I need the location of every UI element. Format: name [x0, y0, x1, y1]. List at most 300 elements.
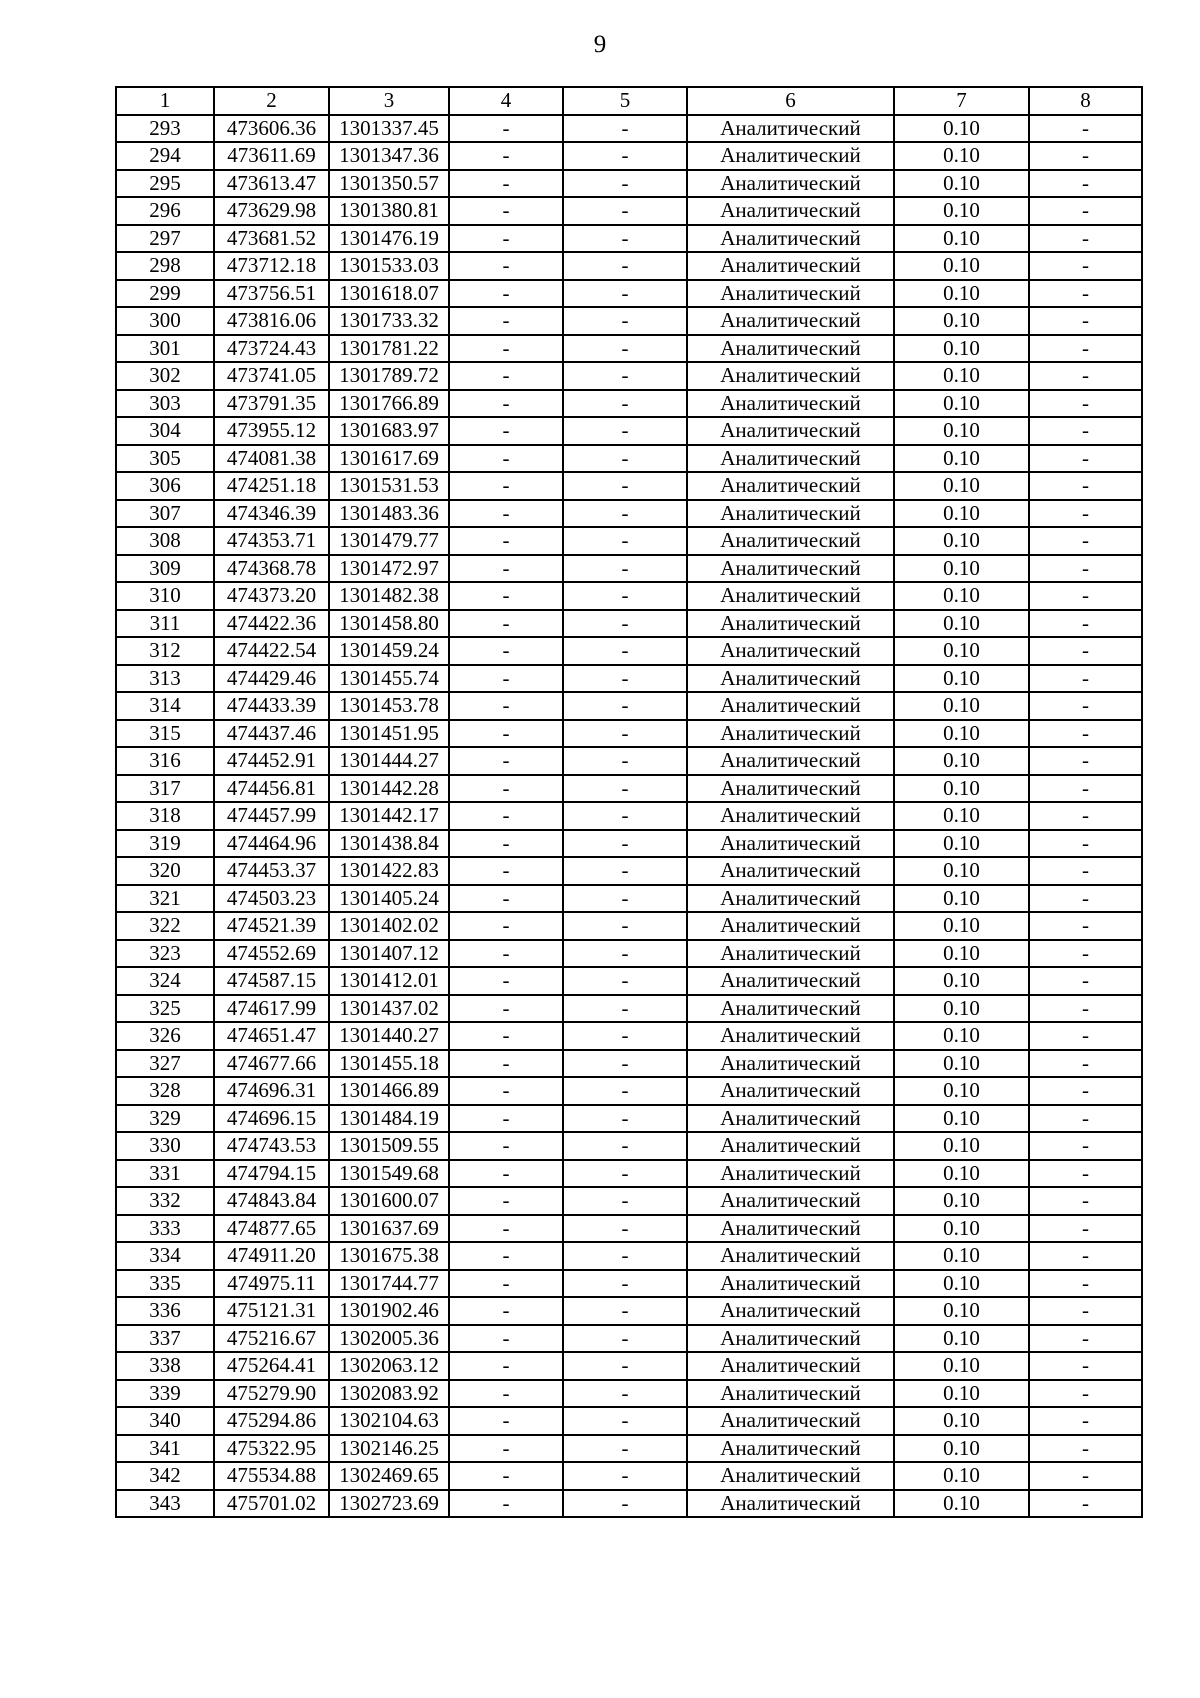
coordinate-y-cell: 1301482.38: [329, 582, 449, 610]
coordinate-x-cell: 473816.06: [214, 307, 329, 335]
column-5-cell: -: [563, 1297, 687, 1325]
column-4-cell: -: [449, 335, 563, 363]
table-row: [116, 472, 1142, 500]
page-number: 9: [593, 31, 607, 58]
column-4-cell: -: [449, 720, 563, 748]
accuracy-cell: 0.10: [894, 830, 1029, 858]
column-4-cell: -: [449, 995, 563, 1023]
column-8-cell: -: [1029, 500, 1142, 528]
coordinate-y-cell: 1301407.12: [329, 940, 449, 968]
table-row: [116, 857, 1142, 885]
coordinate-y-cell: 1301618.07: [329, 280, 449, 308]
coordinate-x-cell: 474353.71: [214, 527, 329, 555]
column-4-cell: -: [449, 885, 563, 913]
accuracy-cell: 0.10: [894, 582, 1029, 610]
column-5-cell: -: [563, 1022, 687, 1050]
coordinate-y-cell: 1301617.69: [329, 445, 449, 473]
table-row: [116, 1490, 1142, 1518]
accuracy-cell: 0.10: [894, 885, 1029, 913]
table-row: [116, 170, 1142, 198]
point-number-cell: 313: [116, 665, 214, 693]
method-cell: Аналитический: [687, 1352, 894, 1380]
point-number-cell: 341: [116, 1435, 214, 1463]
accuracy-cell: 0.10: [894, 1022, 1029, 1050]
coordinate-y-cell: 1301466.89: [329, 1077, 449, 1105]
column-8-cell: -: [1029, 417, 1142, 445]
column-8-cell: -: [1029, 335, 1142, 363]
column-5-cell: -: [563, 1352, 687, 1380]
column-4-cell: -: [449, 1352, 563, 1380]
column-5-cell: -: [563, 1435, 687, 1463]
column-4-cell: -: [449, 252, 563, 280]
table-row: [116, 252, 1142, 280]
column-4-cell: -: [449, 1242, 563, 1270]
column-8-cell: -: [1029, 1435, 1142, 1463]
point-number-cell: 328: [116, 1077, 214, 1105]
method-cell: Аналитический: [687, 472, 894, 500]
point-number-cell: 320: [116, 857, 214, 885]
column-5-cell: -: [563, 390, 687, 418]
accuracy-cell: 0.10: [894, 1297, 1029, 1325]
method-cell: Аналитический: [687, 362, 894, 390]
table-row: [116, 830, 1142, 858]
coordinate-y-cell: 1301484.19: [329, 1105, 449, 1133]
table-row: [116, 582, 1142, 610]
column-8-cell: -: [1029, 940, 1142, 968]
column-5-cell: -: [563, 335, 687, 363]
accuracy-cell: 0.10: [894, 252, 1029, 280]
accuracy-cell: 0.10: [894, 170, 1029, 198]
column-5-cell: -: [563, 170, 687, 198]
header-cell-8: 8: [1029, 87, 1142, 115]
column-5-cell: -: [563, 527, 687, 555]
table-row: [116, 1077, 1142, 1105]
point-number-cell: 342: [116, 1462, 214, 1490]
accuracy-cell: 0.10: [894, 1352, 1029, 1380]
column-8-cell: -: [1029, 1462, 1142, 1490]
column-4-cell: -: [449, 1407, 563, 1435]
column-5-cell: -: [563, 802, 687, 830]
accuracy-cell: 0.10: [894, 720, 1029, 748]
accuracy-cell: 0.10: [894, 1325, 1029, 1353]
column-5-cell: -: [563, 1325, 687, 1353]
point-number-cell: 316: [116, 747, 214, 775]
method-cell: Аналитический: [687, 1435, 894, 1463]
header-cell-4: 4: [449, 87, 563, 115]
coordinate-y-cell: 1301455.74: [329, 665, 449, 693]
header-cell-7: 7: [894, 87, 1029, 115]
column-8-cell: -: [1029, 252, 1142, 280]
header-cell-1: 1: [116, 87, 214, 115]
column-5-cell: -: [563, 1215, 687, 1243]
table-row: [116, 692, 1142, 720]
coordinate-y-cell: 1301531.53: [329, 472, 449, 500]
coordinate-x-cell: 474457.99: [214, 802, 329, 830]
column-4-cell: -: [449, 665, 563, 693]
method-cell: Аналитический: [687, 1407, 894, 1435]
column-5-cell: -: [563, 747, 687, 775]
method-cell: Аналитический: [687, 142, 894, 170]
column-8-cell: -: [1029, 555, 1142, 583]
table-body: [116, 87, 1142, 1517]
point-number-cell: 317: [116, 775, 214, 803]
table-row: [116, 885, 1142, 913]
coordinate-y-cell: 1301472.97: [329, 555, 449, 583]
method-cell: Аналитический: [687, 1187, 894, 1215]
coordinate-y-cell: 1301459.24: [329, 637, 449, 665]
method-cell: Аналитический: [687, 857, 894, 885]
point-number-cell: 325: [116, 995, 214, 1023]
method-cell: Аналитический: [687, 445, 894, 473]
table-row: [116, 637, 1142, 665]
column-8-cell: -: [1029, 1297, 1142, 1325]
coordinate-x-cell: 473756.51: [214, 280, 329, 308]
column-4-cell: -: [449, 1325, 563, 1353]
method-cell: Аналитический: [687, 610, 894, 638]
accuracy-cell: 0.10: [894, 775, 1029, 803]
table-row: [116, 1352, 1142, 1380]
coordinate-x-cell: 475701.02: [214, 1490, 329, 1518]
coordinate-x-cell: 474437.46: [214, 720, 329, 748]
coordinate-x-cell: 474521.39: [214, 912, 329, 940]
coordinate-y-cell: 1301347.36: [329, 142, 449, 170]
accuracy-cell: 0.10: [894, 472, 1029, 500]
coordinate-x-cell: 475121.31: [214, 1297, 329, 1325]
coordinate-y-cell: 1301766.89: [329, 390, 449, 418]
column-4-cell: -: [449, 1132, 563, 1160]
table-row: [116, 1242, 1142, 1270]
column-5-cell: -: [563, 1160, 687, 1188]
column-8-cell: -: [1029, 1407, 1142, 1435]
column-8-cell: -: [1029, 637, 1142, 665]
method-cell: Аналитический: [687, 1132, 894, 1160]
column-8-cell: -: [1029, 445, 1142, 473]
point-number-cell: 293: [116, 115, 214, 143]
column-8-cell: -: [1029, 912, 1142, 940]
column-5-cell: -: [563, 280, 687, 308]
method-cell: Аналитический: [687, 280, 894, 308]
table-row: [116, 1380, 1142, 1408]
table-row: [116, 1105, 1142, 1133]
column-8-cell: -: [1029, 225, 1142, 253]
column-8-cell: -: [1029, 1050, 1142, 1078]
method-cell: Аналитический: [687, 252, 894, 280]
column-4-cell: -: [449, 1297, 563, 1325]
coordinate-x-cell: 474503.23: [214, 885, 329, 913]
point-number-cell: 306: [116, 472, 214, 500]
coordinate-y-cell: 1301533.03: [329, 252, 449, 280]
column-4-cell: -: [449, 940, 563, 968]
point-number-cell: 308: [116, 527, 214, 555]
accuracy-cell: 0.10: [894, 197, 1029, 225]
column-8-cell: -: [1029, 280, 1142, 308]
point-number-cell: 335: [116, 1270, 214, 1298]
column-4-cell: -: [449, 115, 563, 143]
coordinate-y-cell: 1301479.77: [329, 527, 449, 555]
method-cell: Аналитический: [687, 1380, 894, 1408]
column-8-cell: -: [1029, 1160, 1142, 1188]
method-cell: Аналитический: [687, 1462, 894, 1490]
column-4-cell: -: [449, 142, 563, 170]
column-4-cell: -: [449, 1215, 563, 1243]
column-4-cell: -: [449, 610, 563, 638]
method-cell: Аналитический: [687, 582, 894, 610]
coordinate-x-cell: 474452.91: [214, 747, 329, 775]
method-cell: Аналитический: [687, 1215, 894, 1243]
point-number-cell: 329: [116, 1105, 214, 1133]
coordinate-y-cell: 1301438.84: [329, 830, 449, 858]
coordinate-y-cell: 1301683.97: [329, 417, 449, 445]
point-number-cell: 297: [116, 225, 214, 253]
accuracy-cell: 0.10: [894, 417, 1029, 445]
column-5-cell: -: [563, 665, 687, 693]
coordinate-x-cell: 473629.98: [214, 197, 329, 225]
column-8-cell: -: [1029, 665, 1142, 693]
column-5-cell: -: [563, 940, 687, 968]
coordinate-y-cell: 1301509.55: [329, 1132, 449, 1160]
column-5-cell: -: [563, 362, 687, 390]
method-cell: Аналитический: [687, 1105, 894, 1133]
table-row: [116, 307, 1142, 335]
accuracy-cell: 0.10: [894, 280, 1029, 308]
coordinate-x-cell: 474794.15: [214, 1160, 329, 1188]
coordinate-y-cell: 1301442.17: [329, 802, 449, 830]
method-cell: Аналитический: [687, 802, 894, 830]
table-row: [116, 1050, 1142, 1078]
column-5-cell: -: [563, 582, 687, 610]
column-4-cell: -: [449, 472, 563, 500]
table-row: [116, 610, 1142, 638]
accuracy-cell: 0.10: [894, 390, 1029, 418]
column-4-cell: -: [449, 1380, 563, 1408]
coordinate-x-cell: 474743.53: [214, 1132, 329, 1160]
point-number-cell: 334: [116, 1242, 214, 1270]
method-cell: Аналитический: [687, 995, 894, 1023]
coordinate-x-cell: 475322.95: [214, 1435, 329, 1463]
column-8-cell: -: [1029, 1242, 1142, 1270]
header-cell-2: 2: [214, 87, 329, 115]
accuracy-cell: 0.10: [894, 995, 1029, 1023]
column-5-cell: -: [563, 1187, 687, 1215]
table-row: [116, 940, 1142, 968]
column-4-cell: -: [449, 692, 563, 720]
column-4-cell: -: [449, 527, 563, 555]
table-row: [116, 142, 1142, 170]
method-cell: Аналитический: [687, 555, 894, 583]
table-row: [116, 445, 1142, 473]
column-4-cell: -: [449, 830, 563, 858]
coordinate-x-cell: 473791.35: [214, 390, 329, 418]
coordinate-y-cell: 1301637.69: [329, 1215, 449, 1243]
header-cell-3: 3: [329, 87, 449, 115]
accuracy-cell: 0.10: [894, 747, 1029, 775]
method-cell: Аналитический: [687, 912, 894, 940]
column-4-cell: -: [449, 280, 563, 308]
table-row: [116, 1407, 1142, 1435]
column-4-cell: -: [449, 802, 563, 830]
coordinate-y-cell: 1301744.77: [329, 1270, 449, 1298]
accuracy-cell: 0.10: [894, 1407, 1029, 1435]
column-4-cell: -: [449, 775, 563, 803]
accuracy-cell: 0.10: [894, 527, 1029, 555]
accuracy-cell: 0.10: [894, 692, 1029, 720]
column-4-cell: -: [449, 1050, 563, 1078]
coordinate-y-cell: 1302063.12: [329, 1352, 449, 1380]
column-8-cell: -: [1029, 720, 1142, 748]
method-cell: Аналитический: [687, 1270, 894, 1298]
coordinate-y-cell: 1302146.25: [329, 1435, 449, 1463]
column-5-cell: -: [563, 692, 687, 720]
column-8-cell: -: [1029, 747, 1142, 775]
coordinate-y-cell: 1301789.72: [329, 362, 449, 390]
table-row: [116, 912, 1142, 940]
coordinate-y-cell: 1301437.02: [329, 995, 449, 1023]
point-number-cell: 340: [116, 1407, 214, 1435]
column-5-cell: -: [563, 417, 687, 445]
column-5-cell: -: [563, 1270, 687, 1298]
table-row: [116, 775, 1142, 803]
coordinate-y-cell: 1301451.95: [329, 720, 449, 748]
column-8-cell: -: [1029, 1380, 1142, 1408]
point-number-cell: 295: [116, 170, 214, 198]
column-4-cell: -: [449, 967, 563, 995]
coordinate-x-cell: 474696.31: [214, 1077, 329, 1105]
table-row: [116, 1187, 1142, 1215]
point-number-cell: 339: [116, 1380, 214, 1408]
table-row: [116, 335, 1142, 363]
coordinates-table: [115, 86, 1143, 1518]
header-cell-6: 6: [687, 87, 894, 115]
method-cell: Аналитический: [687, 390, 894, 418]
point-number-cell: 336: [116, 1297, 214, 1325]
coordinate-x-cell: 474651.47: [214, 1022, 329, 1050]
column-8-cell: -: [1029, 1187, 1142, 1215]
accuracy-cell: 0.10: [894, 1242, 1029, 1270]
column-4-cell: -: [449, 1077, 563, 1105]
column-8-cell: -: [1029, 885, 1142, 913]
column-4-cell: -: [449, 555, 563, 583]
table-row: [116, 1215, 1142, 1243]
column-8-cell: -: [1029, 857, 1142, 885]
table-row: [116, 280, 1142, 308]
coordinate-x-cell: 474696.15: [214, 1105, 329, 1133]
table-row: [116, 1325, 1142, 1353]
table-row: [116, 1297, 1142, 1325]
column-5-cell: -: [563, 1407, 687, 1435]
column-4-cell: -: [449, 170, 563, 198]
column-5-cell: -: [563, 500, 687, 528]
point-number-cell: 323: [116, 940, 214, 968]
accuracy-cell: 0.10: [894, 637, 1029, 665]
accuracy-cell: 0.10: [894, 1077, 1029, 1105]
column-5-cell: -: [563, 637, 687, 665]
method-cell: Аналитический: [687, 775, 894, 803]
method-cell: Аналитический: [687, 967, 894, 995]
accuracy-cell: 0.10: [894, 335, 1029, 363]
coordinate-x-cell: 474552.69: [214, 940, 329, 968]
coordinate-x-cell: 474368.78: [214, 555, 329, 583]
coordinate-x-cell: 474617.99: [214, 995, 329, 1023]
method-cell: Аналитический: [687, 1297, 894, 1325]
column-5-cell: -: [563, 307, 687, 335]
coordinate-y-cell: 1301380.81: [329, 197, 449, 225]
point-number-cell: 326: [116, 1022, 214, 1050]
table-row: [116, 1462, 1142, 1490]
accuracy-cell: 0.10: [894, 802, 1029, 830]
column-5-cell: -: [563, 472, 687, 500]
coordinate-y-cell: 1301453.78: [329, 692, 449, 720]
column-5-cell: -: [563, 995, 687, 1023]
accuracy-cell: 0.10: [894, 555, 1029, 583]
coordinate-y-cell: 1301405.24: [329, 885, 449, 913]
column-8-cell: -: [1029, 582, 1142, 610]
accuracy-cell: 0.10: [894, 307, 1029, 335]
coordinate-y-cell: 1302083.92: [329, 1380, 449, 1408]
column-4-cell: -: [449, 197, 563, 225]
coordinate-y-cell: 1301350.57: [329, 170, 449, 198]
method-cell: Аналитический: [687, 527, 894, 555]
table-row: [116, 1022, 1142, 1050]
column-5-cell: -: [563, 885, 687, 913]
accuracy-cell: 0.10: [894, 1215, 1029, 1243]
accuracy-cell: 0.10: [894, 1490, 1029, 1518]
point-number-cell: 333: [116, 1215, 214, 1243]
column-8-cell: -: [1029, 472, 1142, 500]
column-8-cell: -: [1029, 170, 1142, 198]
table-row: [116, 747, 1142, 775]
point-number-cell: 314: [116, 692, 214, 720]
point-number-cell: 296: [116, 197, 214, 225]
column-5-cell: -: [563, 857, 687, 885]
coordinate-y-cell: 1302723.69: [329, 1490, 449, 1518]
table-row: [116, 115, 1142, 143]
point-number-cell: 330: [116, 1132, 214, 1160]
coordinate-x-cell: 475294.86: [214, 1407, 329, 1435]
table-row: [116, 1270, 1142, 1298]
accuracy-cell: 0.10: [894, 1050, 1029, 1078]
point-number-cell: 303: [116, 390, 214, 418]
coordinate-x-cell: 473681.52: [214, 225, 329, 253]
method-cell: Аналитический: [687, 1242, 894, 1270]
column-5-cell: -: [563, 775, 687, 803]
column-8-cell: -: [1029, 115, 1142, 143]
point-number-cell: 310: [116, 582, 214, 610]
column-5-cell: -: [563, 115, 687, 143]
coordinate-x-cell: 474346.39: [214, 500, 329, 528]
column-4-cell: -: [449, 1105, 563, 1133]
coordinate-x-cell: 474422.54: [214, 637, 329, 665]
method-cell: Аналитический: [687, 1022, 894, 1050]
point-number-cell: 305: [116, 445, 214, 473]
column-4-cell: -: [449, 445, 563, 473]
column-8-cell: -: [1029, 775, 1142, 803]
coordinate-y-cell: 1302005.36: [329, 1325, 449, 1353]
coordinate-x-cell: 474081.38: [214, 445, 329, 473]
table-row: [116, 1132, 1142, 1160]
point-number-cell: 309: [116, 555, 214, 583]
point-number-cell: 322: [116, 912, 214, 940]
header-cell-5: 5: [563, 87, 687, 115]
method-cell: Аналитический: [687, 307, 894, 335]
table-row: [116, 1435, 1142, 1463]
table-row: [116, 390, 1142, 418]
point-number-cell: 307: [116, 500, 214, 528]
accuracy-cell: 0.10: [894, 445, 1029, 473]
column-8-cell: -: [1029, 390, 1142, 418]
coordinate-x-cell: 475534.88: [214, 1462, 329, 1490]
method-cell: Аналитический: [687, 225, 894, 253]
column-5-cell: -: [563, 720, 687, 748]
